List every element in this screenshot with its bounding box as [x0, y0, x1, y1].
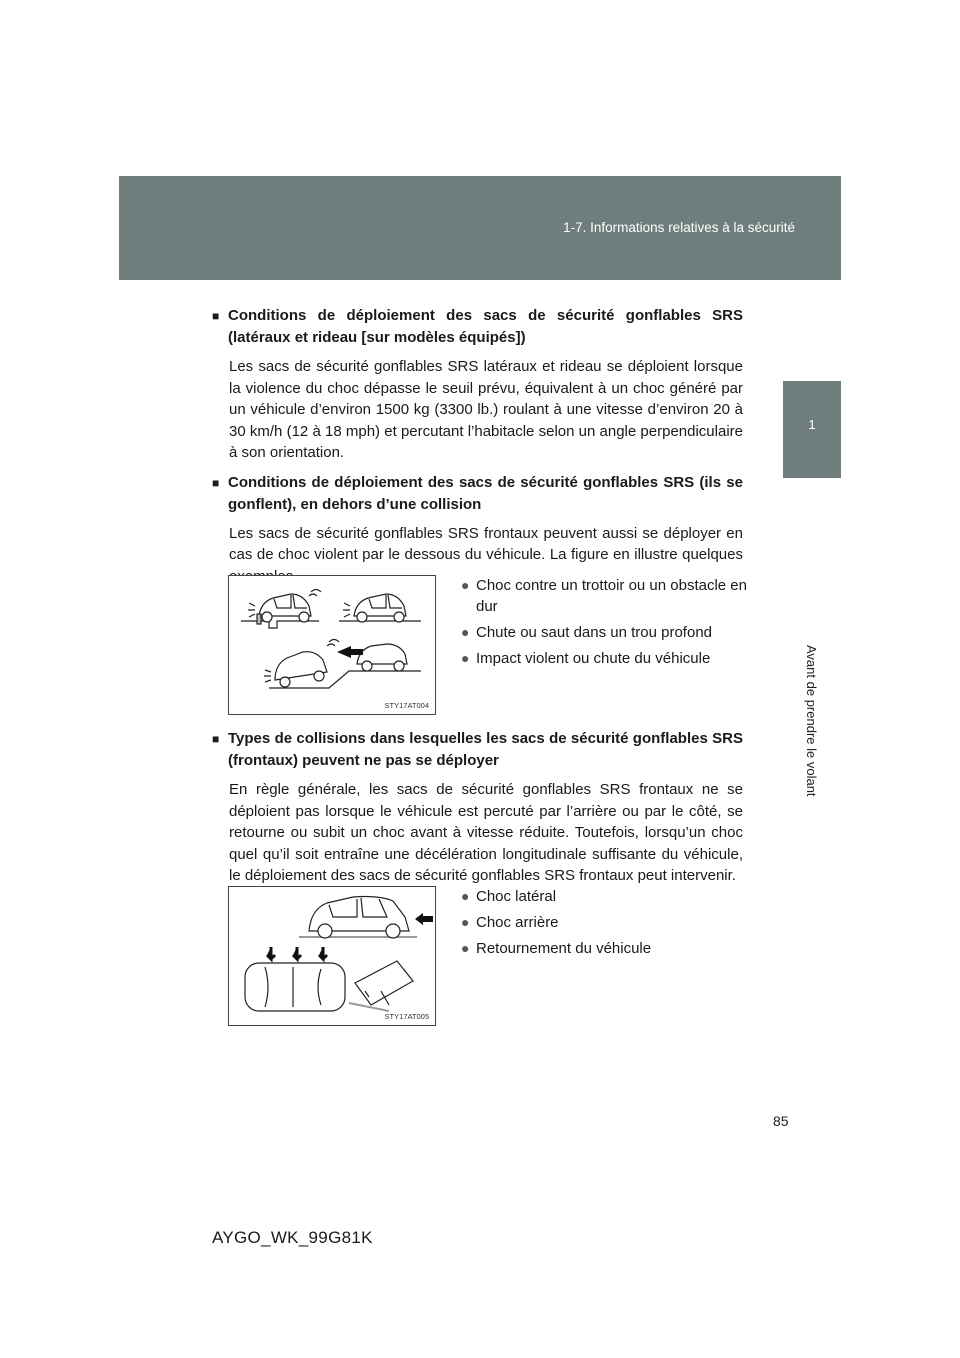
header-band [119, 176, 841, 280]
chapter-tab [783, 381, 841, 478]
bullet-dot-icon: ● [461, 888, 470, 904]
main-content [212, 305, 743, 587]
section-deployment-side [212, 305, 743, 464]
section-deployment-noncollision [212, 472, 743, 588]
figure-bullets-2 [461, 886, 751, 964]
section-heading: ■ Conditions de déploiement des sacs de sécurité gonflables SRS (ils se gonflent), en dehors d’une collision [212, 472, 743, 516]
section-title: 1-7. Informations relatives à la sécurité [563, 220, 795, 235]
bullet-dot-icon: ● [461, 624, 470, 640]
section-no-deployment [212, 728, 743, 887]
bullet-dot-icon: ● [461, 914, 470, 930]
square-bullet-icon: ■ [212, 309, 220, 323]
section-body: Les sacs de sécurité gonflables SRS frontaux peuvent aussi se déployer en cas de choc violent par le dessous du véhicule. La figure en illustre quelques [229, 524, 743, 563]
bullet-item: ● Choc latéral [461, 888, 557, 905]
figure-row-1 [228, 575, 758, 715]
chapter-number: 1 [808, 417, 816, 432]
section-body: En règle générale, les sacs de sécurité gonflables SRS frontaux ne se déploient pas lorsque le véhicule est percuté par l’arrière ou par le côté, se retourne ou subit un choc avant à vitesse réduite. Toutefois, lorsqu’un choc quel qu’il soit entraîne une décélération longitudinale suffisante du véhicule, le déploiement des sacs de sécurité gonflables SRS frontaux peut intervenir. [229, 781, 743, 884]
bullet-item: ● Impact violent ou chute du véhicule [461, 650, 711, 667]
figure-illustration-2 [228, 886, 436, 1026]
bullet-item: ● Retournement du véhicule [461, 940, 652, 957]
square-bullet-icon: ■ [212, 732, 220, 746]
bullet-dot-icon: ● [461, 940, 470, 956]
chapter-label [799, 495, 823, 797]
figure-bullets-1 [461, 575, 751, 674]
chapter-label-text: Avant de prendre le volant [804, 645, 819, 797]
section-heading: ■ Conditions de déploiement des sacs de sécurité gonflables SRS (latéraux et rideau [sur modèles équipés]) [212, 305, 743, 349]
bullet-dot-icon: ● [461, 650, 470, 666]
car-impact-illustration [229, 576, 435, 714]
figure-code: STY17AT005 [384, 1012, 429, 1021]
figure-code: STY17AT004 [384, 701, 429, 710]
collision-types-illustration [229, 887, 435, 1025]
bullet-dot-icon: ● [461, 577, 470, 593]
square-bullet-icon: ■ [212, 475, 220, 490]
figure-row-2 [228, 886, 758, 1026]
bullet-item: ● Chute ou saut dans un trou profond [461, 624, 713, 641]
document-code: AYGO_WK_99G81K [212, 1228, 373, 1247]
main-content-2 [212, 728, 743, 887]
section-heading: ■ Types de collisions dans lesquelles les sacs de sécurité gonflables SRS (frontaux) peuvent ne pas se déployer [212, 728, 743, 772]
bullet-item: ● Choc arrière [461, 914, 559, 931]
bullet-item: ● Choc contre un trottoir ou un obstacle en dur [461, 577, 747, 615]
section-body: Les sacs de sécurité gonflables SRS latéraux et rideau se déploient lorsque la violence du choc dépasse le seuil prévu, équivalent à un choc généré par un véhicule d’environ 1500 kg (3300 lb.) roulant à une vitesse d’environ 20 à 30 km/h (12 à 18 mph) et percutant l’habitacle selon un angle perpendiculaire à son orientation. [229, 358, 743, 461]
figure-illustration-1 [228, 575, 436, 715]
page-number: 85 [773, 1113, 789, 1129]
